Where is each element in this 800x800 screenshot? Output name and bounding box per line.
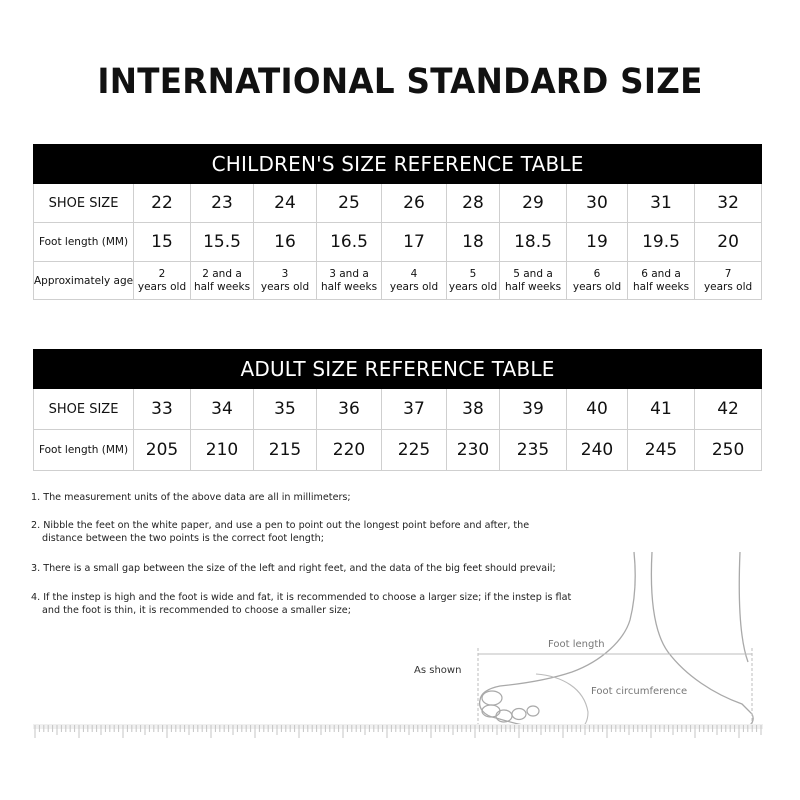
age-text: half weeks [504, 280, 562, 293]
age-cell [628, 262, 695, 300]
age-text: years old [137, 280, 187, 293]
foot-length-cell: 210 [191, 430, 254, 471]
note-item [31, 491, 351, 504]
children-size-table [33, 144, 762, 300]
foot-length-cell: 240 [567, 430, 628, 471]
foot-length-cell: 18 [447, 223, 500, 262]
shoe-size-cell: 35 [254, 389, 317, 430]
shoe-size-cell: 33 [134, 389, 191, 430]
note-text: and the foot is thin, it is recommended to choose a smaller size; [42, 605, 351, 616]
foot-circumference-label: Foot circumference [591, 686, 688, 697]
shoe-size-cell: 23 [191, 184, 254, 223]
foot-length-cell: 15 [134, 223, 191, 262]
adult-table-heading: ADULT SIZE REFERENCE TABLE [34, 350, 762, 389]
shoe-size-label: SHOE SIZE [34, 389, 134, 430]
shoe-size-cell: 22 [134, 184, 191, 223]
foot-length-cell: 245 [628, 430, 695, 471]
shoe-size-cell: 25 [317, 184, 382, 223]
age-text: years old [703, 280, 753, 293]
foot-length-cell: 215 [254, 430, 317, 471]
age-cell [382, 262, 447, 300]
note-text: distance between the two points is the correct foot length; [42, 533, 324, 544]
shoe-size-cell: 36 [317, 389, 382, 430]
age-text: 4 [410, 267, 418, 280]
age-text: years old [389, 280, 439, 293]
foot-length-label: Foot length (MM) [34, 430, 134, 471]
age-text: 2 [158, 267, 166, 280]
note-text: 4. If the instep is high and the foot is wide and fat, it is recommended to choose a larger size; if the instep is flat [31, 592, 572, 603]
age-text: 5 and a [513, 267, 553, 280]
note-text: 1. The measurement units of the above data are all in millimeters; [31, 492, 351, 503]
age-text: half weeks [193, 280, 251, 293]
shoe-size-cell: 29 [500, 184, 567, 223]
age-cell [254, 262, 317, 300]
age-text: years old [448, 280, 498, 293]
foot-length-cell: 16 [254, 223, 317, 262]
foot-length-cell: 17 [382, 223, 447, 262]
foot-outline [739, 552, 748, 662]
shoe-size-cell: 26 [382, 184, 447, 223]
as-shown-label: As shown [414, 665, 462, 676]
page-title: INTERNATIONAL STANDARD SIZE [97, 62, 703, 102]
toe-shape [482, 705, 500, 717]
foot-length-cell: 18.5 [500, 223, 567, 262]
age-text: 3 [281, 267, 289, 280]
age-cell [500, 262, 567, 300]
note-text: 2. Nibble the feet on the white paper, and use a pen to point out the longest point before and after, the [31, 520, 530, 531]
ruler-strip [33, 724, 763, 729]
foot-circumference-curve [536, 674, 588, 728]
age-cell [317, 262, 382, 300]
age-cell [134, 262, 191, 300]
foot-length-cell: 225 [382, 430, 447, 471]
age-text: 5 [469, 267, 477, 280]
foot-length-label: Foot length (MM) [34, 223, 134, 262]
shoe-size-cell: 32 [695, 184, 762, 223]
shoe-size-cell: 37 [382, 389, 447, 430]
age-label: Approximately age [34, 262, 134, 300]
shoe-size-cell: 28 [447, 184, 500, 223]
toe-shape [482, 691, 502, 705]
foot-length-cell: 205 [134, 430, 191, 471]
foot-length-cell: 15.5 [191, 223, 254, 262]
foot-length-cell: 235 [500, 430, 567, 471]
age-text: 7 [724, 267, 732, 280]
toe-shape [512, 709, 526, 720]
shoe-size-cell: 30 [567, 184, 628, 223]
shoe-size-cell: 34 [191, 389, 254, 430]
children-table-heading: CHILDREN'S SIZE REFERENCE TABLE [34, 145, 762, 184]
foot-measure-diagram [0, 540, 800, 730]
foot-outline [480, 552, 754, 728]
shoe-size-cell: 41 [628, 389, 695, 430]
age-text: 6 [593, 267, 601, 280]
foot-length-label: Foot length [548, 639, 605, 650]
age-cell [567, 262, 628, 300]
toe-shape [527, 706, 539, 716]
age-text: years old [260, 280, 310, 293]
age-text: 6 and a [641, 267, 681, 280]
age-text: 2 and a [202, 267, 242, 280]
age-text: 3 and a [329, 267, 369, 280]
shoe-size-cell: 42 [695, 389, 762, 430]
shoe-size-cell: 40 [567, 389, 628, 430]
foot-length-cell: 19 [567, 223, 628, 262]
age-text: half weeks [632, 280, 690, 293]
age-text: years old [572, 280, 622, 293]
foot-length-cell: 230 [447, 430, 500, 471]
note-text: 3. There is a small gap between the size of the left and right feet, and the data of the big feet should prevail; [31, 563, 556, 574]
shoe-size-cell: 38 [447, 389, 500, 430]
ruler [33, 724, 763, 740]
foot-length-cell: 250 [695, 430, 762, 471]
foot-length-cell: 16.5 [317, 223, 382, 262]
foot-length-cell: 220 [317, 430, 382, 471]
age-cell [191, 262, 254, 300]
shoe-size-cell: 31 [628, 184, 695, 223]
shoe-size-cell: 39 [500, 389, 567, 430]
age-cell [695, 262, 762, 300]
shoe-size-cell: 24 [254, 184, 317, 223]
age-text: half weeks [320, 280, 378, 293]
adult-size-table [33, 349, 762, 471]
shoe-size-label: SHOE SIZE [34, 184, 134, 223]
foot-length-cell: 19.5 [628, 223, 695, 262]
age-cell [447, 262, 500, 300]
foot-length-cell: 20 [695, 223, 762, 262]
